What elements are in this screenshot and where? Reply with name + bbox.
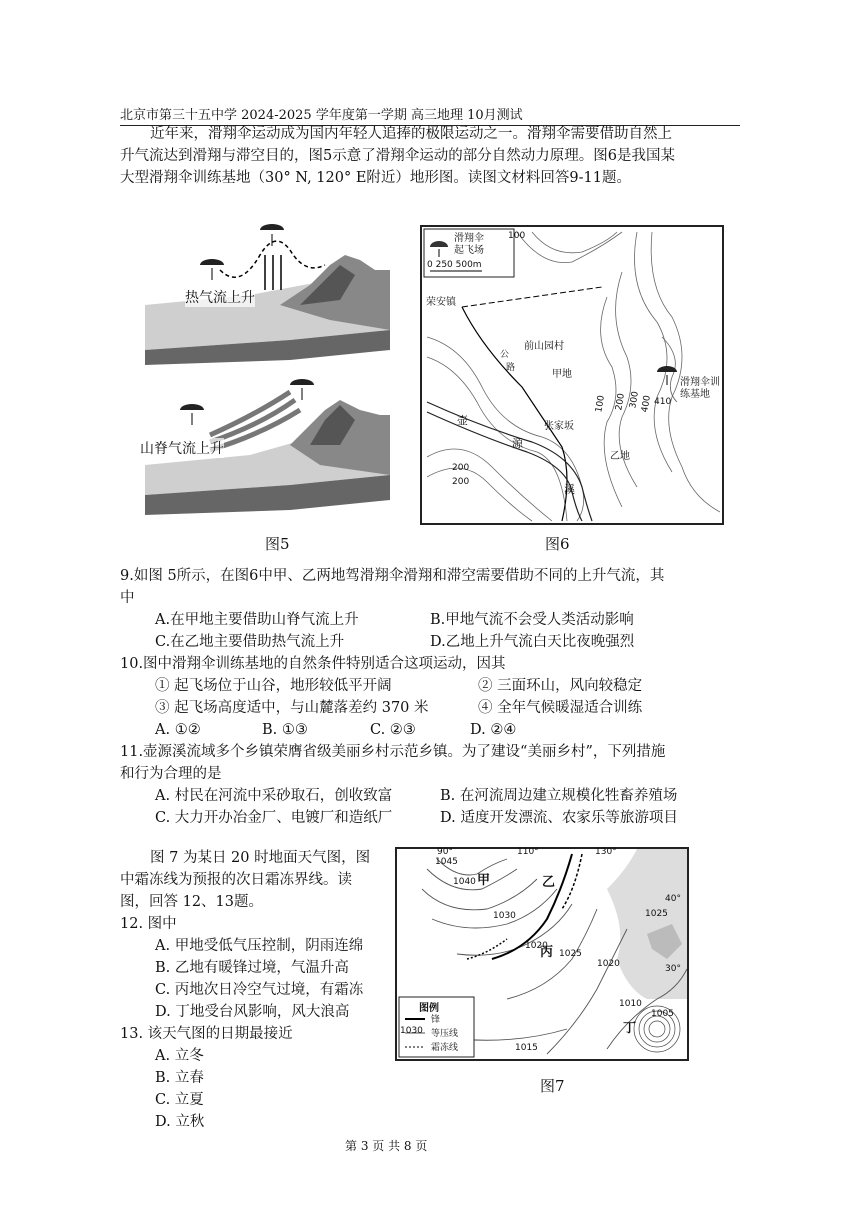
q9-option-c: C.在乙地主要借助热气流上升 bbox=[155, 634, 345, 650]
q9-option-b: B.甲地气流不会受人类活动影响 bbox=[430, 612, 634, 628]
q11-option-c: C. 大力开办冶金厂、电镀厂和造纸厂 bbox=[155, 810, 393, 826]
q9-stem-2: 中 bbox=[120, 590, 135, 606]
isobar-label: 1020 bbox=[525, 941, 548, 951]
q12-option-c: C. 丙地次日冷空气过境，有霜冻 bbox=[155, 982, 364, 998]
figure-6 bbox=[420, 225, 724, 525]
legend-title: 图例 bbox=[419, 1003, 439, 1014]
q9-option-a: A.在甲地主要借助山脊气流上升 bbox=[155, 612, 359, 628]
q10-option-c: C. ②③ bbox=[370, 722, 416, 738]
isobar-label: 1020 bbox=[597, 959, 620, 969]
place-jia: 甲地 bbox=[552, 369, 572, 380]
q10-statement-4: ④ 全年气候暖湿适合训练 bbox=[478, 700, 643, 716]
figure-6-caption: 图6 bbox=[545, 535, 570, 553]
place-bing: 丙 bbox=[540, 945, 554, 960]
q11-option-d: D. 适度开发漂流、农家乐等旅游项目 bbox=[440, 810, 678, 826]
q12-option-a: A. 甲地受低气压控制，阴雨连绵 bbox=[155, 938, 364, 954]
label-thermal-rise: 热气流上升 bbox=[185, 287, 255, 307]
intro-line-1: 近年来，滑翔伞运动成为国内年轻人追捧的极限运动之一。滑翔伞需要借助自然上 bbox=[150, 126, 672, 142]
isobar-label: 1025 bbox=[645, 909, 668, 919]
q10-option-b: B. ①③ bbox=[262, 722, 308, 738]
fig7-intro-2: 中霜冻线为预报的次日霜冻界线。读 bbox=[120, 872, 352, 888]
lon-110: 110° bbox=[517, 847, 539, 857]
place-jia-7: 甲 bbox=[477, 873, 491, 888]
fig5-illustration bbox=[140, 210, 395, 520]
legend-paraglider bbox=[454, 233, 484, 257]
question-11 bbox=[120, 741, 740, 785]
contour-label: 100 bbox=[594, 394, 608, 414]
q13-option-d: D. 立秋 bbox=[155, 1114, 205, 1130]
fig7-intro-1: 图 7 为某日 20 时地面天气图，图 bbox=[150, 850, 371, 866]
q13-option-b: B. 立春 bbox=[155, 1070, 204, 1086]
figure-5-caption: 图5 bbox=[265, 535, 290, 553]
river-char-3: 溪 bbox=[564, 483, 575, 496]
contour-label: 200 bbox=[614, 392, 628, 412]
q11-stem-2: 和行为合理的是 bbox=[120, 766, 222, 782]
isobar-label: 1045 bbox=[435, 857, 458, 867]
road-char-2: 路 bbox=[506, 363, 516, 373]
contour-label: 410 bbox=[654, 397, 672, 407]
q13-option-c: C. 立夏 bbox=[155, 1092, 204, 1108]
q9-option-d: D.乙地上升气流白天比夜晚强烈 bbox=[430, 634, 635, 650]
contour-label: 100 bbox=[508, 231, 526, 241]
isobar-label: 1025 bbox=[559, 949, 582, 959]
contour-label: 200 bbox=[452, 463, 470, 473]
fig7-intro bbox=[120, 847, 390, 913]
q11-option-b: B. 在河流周边建立规模化牲畜养殖场 bbox=[440, 788, 678, 804]
lat-30: 30° bbox=[665, 964, 681, 974]
place-yi: 乙地 bbox=[610, 451, 630, 462]
lat-40: 40° bbox=[665, 894, 681, 904]
intro-line-2: 升气流达到滑翔与滞空目的，图5示意了滑翔伞运动的部分自然动力原理。图6是我国某 bbox=[120, 148, 675, 164]
question-9 bbox=[120, 565, 740, 609]
isobar-label: 1030 bbox=[493, 911, 516, 921]
q12-option-b: B. 乙地有暖锋过境，气温升高 bbox=[155, 960, 349, 976]
isobar-label: 1005 bbox=[651, 1009, 674, 1019]
legend-isobar: 等压线 bbox=[431, 1029, 459, 1039]
q10-option-d: D. ②④ bbox=[470, 722, 517, 738]
q10-statement-3: ③ 起飞场高度适中，与山麓落差约 370 米 bbox=[155, 700, 429, 716]
isobar-label: 1015 bbox=[515, 1043, 538, 1053]
base-line-1: 滑翔伞训 bbox=[680, 377, 720, 388]
road-char-1: 公 bbox=[500, 350, 510, 360]
q11-option-a: A. 村民在河流中采砂取石，创收致富 bbox=[155, 788, 393, 804]
place-base bbox=[680, 377, 720, 401]
label-ridge-rise: 山脊气流上升 bbox=[140, 438, 224, 458]
legend-front: 锋 bbox=[431, 1015, 441, 1025]
q10-statement-1: ① 起飞场位于山谷，地形较低平开阔 bbox=[155, 678, 392, 694]
river-char-1: 壶 bbox=[457, 414, 468, 427]
place-zhangjiaban: 张家坂 bbox=[544, 421, 574, 432]
figure-7 bbox=[395, 847, 689, 1061]
q12-stem: 12. 图中 bbox=[120, 916, 177, 932]
page-header: 北京市第三十五中学 2024-2025 学年度第一学期 高三地理 10月测试 bbox=[120, 104, 740, 126]
q10-stem: 10.图中滑翔伞训练基地的自然条件特别适合这项运动，因其 bbox=[120, 656, 506, 672]
q13-option-a: A. 立冬 bbox=[155, 1048, 204, 1064]
lon-130: 130° bbox=[595, 847, 617, 857]
page-footer: 第 3 页 共 8 页 bbox=[345, 1139, 428, 1153]
base-line-2: 练基地 bbox=[680, 389, 710, 400]
contour-label: 200 bbox=[452, 477, 470, 487]
q12-option-d: D. 丁地受台风影响，风大浪高 bbox=[155, 1004, 350, 1020]
isobar-label: 1040 bbox=[453, 877, 476, 887]
river-char-2: 源 bbox=[512, 437, 523, 450]
legend-line-2: 起飞场 bbox=[454, 245, 484, 256]
fig7-intro-3: 图，回答 12、13题。 bbox=[120, 894, 264, 910]
contour-label: 300 bbox=[628, 390, 642, 410]
place-qianshanyuan: 前山园村 bbox=[524, 341, 564, 352]
q10-statement-2: ② 三面环山，风向较稳定 bbox=[478, 678, 643, 694]
intro-paragraph bbox=[120, 123, 740, 189]
q11-stem-1: 11.壶源溪流域多个乡镇荣膺省级美丽乡村示范乡镇。为了建设“美丽乡村”，下列措施 bbox=[120, 744, 666, 760]
legend-frost-line: 霜冻线 bbox=[431, 1043, 459, 1053]
legend-line-1: 滑翔伞 bbox=[454, 233, 484, 244]
q10-option-a: A. ①② bbox=[155, 722, 201, 738]
intro-line-3: 大型滑翔伞训练基地（30° N, 120° E附近）地形图。读图文材料回答9-11题。 bbox=[120, 170, 631, 186]
place-rongan: 荣安镇 bbox=[426, 297, 456, 308]
figure-5 bbox=[140, 210, 395, 520]
q13-stem: 13. 该天气图的日期最接近 bbox=[120, 1026, 293, 1042]
q9-stem-1: 9.如图 5所示，在图6中甲、乙两地驾滑翔伞滑翔和滞空需要借助不同的上升气流，其 bbox=[120, 568, 665, 584]
isobar-label: 1010 bbox=[619, 999, 642, 1009]
scale-bar: 0 250 500m bbox=[427, 260, 482, 270]
lon-90: 90° bbox=[437, 847, 453, 857]
legend-isobar-value: 1030 bbox=[400, 1026, 423, 1036]
contour-label: 400 bbox=[640, 394, 654, 414]
place-yi-7: 乙 bbox=[542, 875, 556, 890]
figure-7-caption: 图7 bbox=[540, 1077, 565, 1095]
place-ding: 丁 bbox=[623, 1021, 637, 1036]
